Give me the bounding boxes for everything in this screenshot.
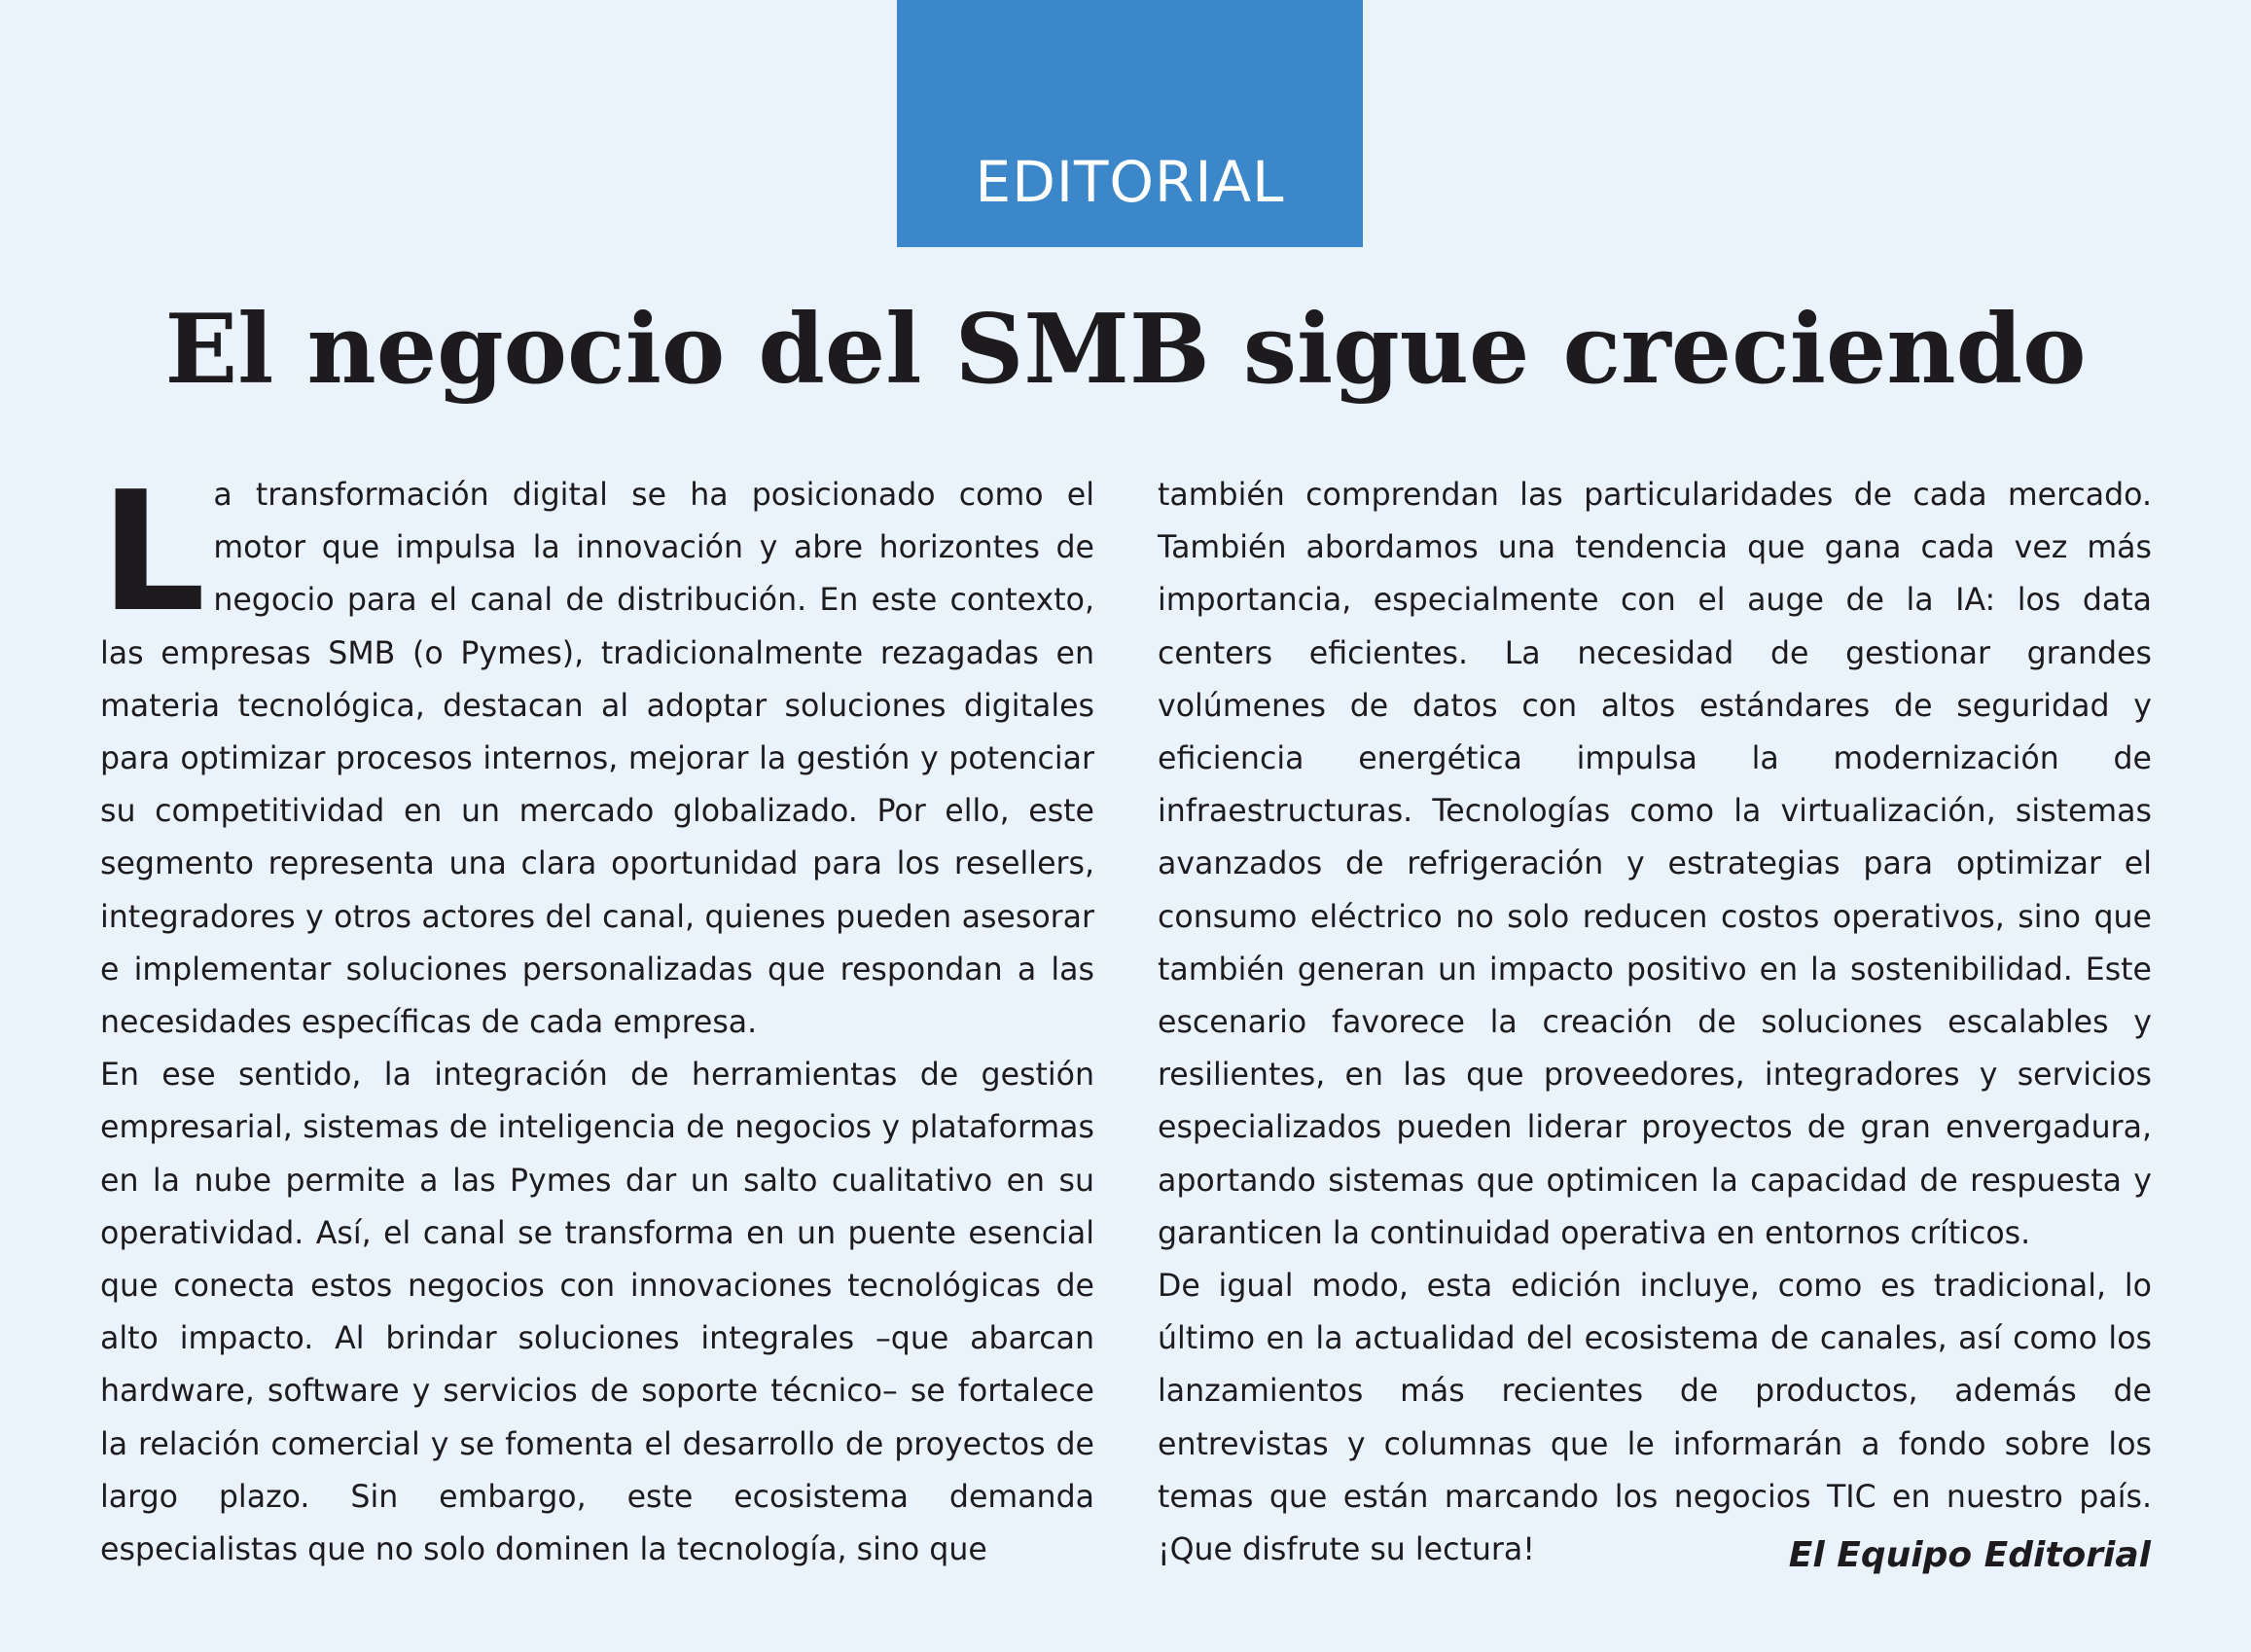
article-paragraph-2-end: también comprendan las particularidades de cada mercado. También abordamos una tendencia que gana cada vez más importancia, especialmente con el auge de la IA: los data centers eficientes. La necesidad de gestionar grandes volúmenes de datos con altos estándares de seguridad y eficiencia energética impulsa la modernización de infraestructuras. Tecnologías como la virtualización, sistemas avanzados de refrigeración y estrategias para optimizar el consumo eléctrico no solo reducen costos operativos, sino que también generan un impacto positivo en la sostenibilidad. Este escenario favorece la creación de soluciones escalables y resilientes, en las que proveedores, integradores y servicios especializados pueden liderar proyectos de gran envergadura, aportando sistemas que optimicen la capacidad de respuesta y garanticen la continuidad operativa en entornos críticos. xyxy=(1158,478,2152,1251)
article-paragraph-2-start: En ese sentido, la integración de herramientas de gestión empresarial, sistemas de inteligencia de negocios y plataformas en la nube permite a las Pymes dar un salto cualitativo en su operatividad. Así, el canal se transforma en un puente esencial que conecta estos negocios con innovaciones tecnológicas de alto impacto. Al brindar soluciones integrales –que abarcan hardware, software y servicios de soporte técnico– se fortalece la relación comercial y se fomenta el desarrollo de proyectos de largo plazo. Sin embargo, este ecosistema demanda especialistas que no solo dominen la tecnología, sino que xyxy=(100,1058,1094,1568)
drop-cap: L xyxy=(100,456,206,649)
section-label: EDITORIAL xyxy=(975,149,1285,215)
article-column-left xyxy=(100,456,1094,1576)
article-column-right xyxy=(1158,469,2152,1576)
section-badge xyxy=(897,0,1363,247)
paragraph-1-text: a transformación digital se ha posicionado como el motor que impulsa la innovación y abre horizontes de negocio para el canal de distribución. En este contexto, las empresas SMB (o Pymes), tradicionalmente rezagadas en materia tecnológica, destacan al adoptar soluciones digitales para optimizar procesos internos, mejorar la gestión y potenciar su competitividad en un mercado globalizado. Por ello, este segmento representa una clara oportunidad para los resellers, integradores y otros actores del canal, quienes pueden asesorar e implementar soluciones personalizadas que respondan a las necesidades específicas de cada empresa. xyxy=(100,478,1094,1041)
article-paragraph-3: De igual modo, esta edición incluye, como es tradicional, lo último en la actualidad del ecosistema de canales, así como los lanzamientos más recientes de productos, además de entrevistas y columnas que le informarán a fondo sobre los temas que están marcando los negocios TIC en nuestro país. ¡Que disfrute su lectura! xyxy=(1158,1269,2152,1568)
author-signature: El Equipo Editorial xyxy=(1788,1535,2151,1575)
article-paragraph-1 xyxy=(100,456,1094,1049)
page-title: El negocio del SMB sigue creciendo xyxy=(164,294,2087,406)
